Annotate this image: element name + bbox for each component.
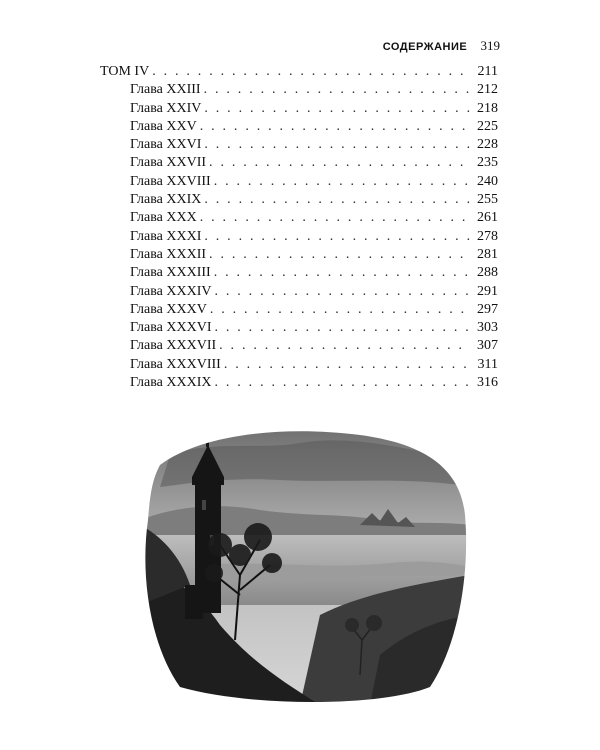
toc-page: 297 bbox=[477, 301, 498, 317]
toc-page: 278 bbox=[477, 228, 498, 244]
toc-label: Глава XXVII bbox=[130, 155, 207, 171]
toc-chapter bbox=[100, 173, 498, 191]
toc-leader bbox=[204, 136, 471, 154]
toc-label: Глава XXXIV bbox=[130, 283, 212, 299]
toc-page: 240 bbox=[477, 173, 498, 189]
toc-leader bbox=[200, 209, 471, 227]
toc-label: Глава XXXII bbox=[130, 246, 207, 262]
toc-page: 235 bbox=[477, 155, 498, 171]
toc-chapter bbox=[100, 81, 498, 99]
toc-leader bbox=[219, 337, 471, 355]
toc-label: Глава XXXIII bbox=[130, 265, 211, 281]
toc-chapter bbox=[100, 228, 498, 246]
toc-label: Глава XXV bbox=[130, 118, 197, 134]
toc-chapter bbox=[100, 264, 498, 282]
toc-label: Глава XXVIII bbox=[130, 173, 211, 189]
toc-page: 225 bbox=[477, 118, 498, 134]
toc-chapter bbox=[100, 283, 498, 301]
toc-label: ТОМ IV bbox=[100, 64, 150, 79]
toc-page: 281 bbox=[477, 246, 498, 262]
toc-leader bbox=[200, 118, 471, 136]
toc-page: 303 bbox=[477, 320, 498, 336]
toc-leader bbox=[214, 173, 471, 191]
toc-label: Глава XXXI bbox=[130, 228, 202, 244]
toc-label: Глава XXVI bbox=[130, 137, 202, 153]
toc-label: Глава XXXIX bbox=[130, 375, 212, 391]
running-head-title: СОДЕРЖАНИЕ bbox=[382, 41, 468, 53]
toc-leader bbox=[214, 374, 471, 392]
toc-volume bbox=[100, 63, 498, 81]
toc-page: 316 bbox=[477, 375, 498, 391]
toc-page: 291 bbox=[477, 283, 498, 299]
toc-chapter bbox=[100, 356, 498, 374]
toc-leader bbox=[152, 63, 471, 81]
toc-page: 228 bbox=[477, 137, 498, 153]
toc-label: Глава XXIII bbox=[130, 82, 201, 98]
toc-leader bbox=[204, 228, 471, 246]
toc-chapter bbox=[100, 100, 498, 118]
toc-label: Глава XXX bbox=[130, 210, 197, 226]
toc-chapter bbox=[100, 319, 498, 337]
toc-leader bbox=[204, 191, 471, 209]
toc-page: 261 bbox=[477, 210, 498, 226]
toc-chapter bbox=[100, 154, 498, 172]
table-of-contents bbox=[100, 63, 498, 392]
toc-chapter bbox=[100, 209, 498, 227]
toc-leader bbox=[209, 246, 471, 264]
toc-chapter bbox=[100, 374, 498, 392]
toc-label: Глава XXXVII bbox=[130, 338, 217, 354]
toc-label: Глава XXIX bbox=[130, 192, 202, 208]
toc-leader bbox=[224, 356, 471, 374]
toc-label: Глава XXIV bbox=[130, 100, 202, 116]
toc-page: 311 bbox=[477, 356, 498, 372]
page-number: 319 bbox=[480, 38, 500, 53]
toc-page: 307 bbox=[477, 338, 498, 354]
toc-page: 212 bbox=[477, 82, 498, 98]
toc-chapter bbox=[100, 246, 498, 264]
toc-chapter bbox=[100, 301, 498, 319]
running-head bbox=[383, 38, 500, 54]
toc-chapter bbox=[100, 136, 498, 154]
toc-chapter bbox=[100, 337, 498, 355]
toc-chapter bbox=[100, 118, 498, 136]
toc-leader bbox=[214, 264, 471, 282]
toc-leader bbox=[204, 100, 471, 118]
tower-landscape-illustration bbox=[140, 425, 470, 705]
toc-page: 211 bbox=[477, 64, 498, 79]
toc-label: Глава XXXVIII bbox=[130, 356, 221, 372]
toc-leader bbox=[214, 319, 471, 337]
toc-page: 255 bbox=[477, 192, 498, 208]
toc-leader bbox=[210, 301, 471, 319]
toc-label: Глава XXXV bbox=[130, 301, 207, 317]
toc-page: 218 bbox=[477, 100, 498, 116]
toc-leader bbox=[204, 81, 471, 99]
toc-label: Глава XXXVI bbox=[130, 320, 212, 336]
toc-leader bbox=[214, 283, 471, 301]
toc-chapter bbox=[100, 191, 498, 209]
toc-page: 288 bbox=[477, 265, 498, 281]
toc-leader bbox=[209, 154, 471, 172]
